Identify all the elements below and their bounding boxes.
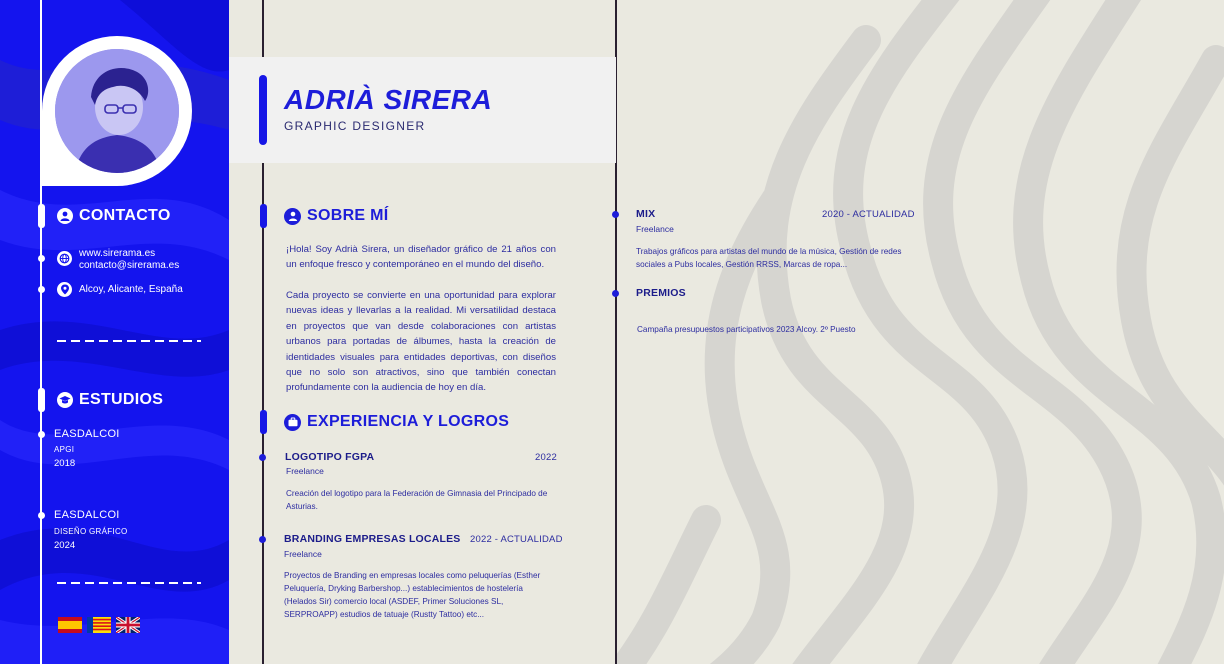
- study-2-school: EASDALCOI: [54, 509, 120, 521]
- experience-3-role: Freelance: [636, 224, 674, 234]
- awards-dot: [612, 290, 619, 297]
- experience-1-title: LOGOTIPO FGPA: [285, 451, 375, 463]
- experience-2-description: Proyectos de Branding en empresas locales como peluquerías (Esther Peluquería, Dryking Barbershop...) establecimientos de hostelería (Helados Sir) comercio local (ASDEF, Primer Soluciones SL, SERPROAPP) estudios de tatuaje (Rustty Tattoo) etc...: [284, 571, 541, 619]
- experience-1-dot: [259, 454, 266, 461]
- contact-email[interactable]: contacto@sirerama.es: [79, 260, 180, 271]
- awards-description: Campaña presupuestos participativos 2023 Alcoy. 2º Puesto: [637, 325, 856, 334]
- contact-marker: [38, 204, 45, 228]
- study-1-dot: [38, 431, 45, 438]
- contact-website[interactable]: www.sirerama.es: [79, 248, 156, 259]
- studies-heading: ESTUDIOS: [57, 391, 163, 409]
- sidebar-divider-2: [57, 582, 201, 584]
- language-flags: [58, 617, 140, 633]
- spain-flag[interactable]: [58, 617, 82, 633]
- location-pin-icon: [57, 282, 72, 297]
- experience-3-description: Trabajos gráficos para artistas del mundo de la música, Gestión de redes sociales a Pubs locales, Gestión RRSS, Marcas de ropa...: [636, 247, 902, 269]
- contact-location-dot: [38, 286, 45, 293]
- uk-flag[interactable]: [116, 617, 140, 633]
- experience-1-description: Creación del logotipo para la Federación de Gimnasia del Principado de Asturias.: [286, 489, 548, 511]
- experience-marker: [260, 410, 267, 434]
- profile-job-title: GRAPHIC DESIGNER: [284, 119, 426, 133]
- header-marker: [259, 75, 267, 145]
- experience-3-date: 2020 - ACTUALIDAD: [822, 209, 915, 220]
- contact-location: Alcoy, Alicante, España: [79, 284, 183, 295]
- portrait-photo: [55, 49, 179, 173]
- study-2-year: 2024: [54, 540, 76, 551]
- experience-3-title: MIX: [636, 208, 656, 220]
- contact-web-dot: [38, 255, 45, 262]
- valencia-flag[interactable]: [87, 617, 111, 633]
- sidebar: [0, 0, 229, 664]
- user-icon: [284, 208, 301, 225]
- experience-heading: EXPERIENCIA Y LOGROS: [284, 413, 509, 431]
- study-2-program: DISEÑO GRÁFICO: [54, 527, 128, 536]
- about-paragraph-2: Cada proyecto se convierte en una oportunidad para explorar nuevas ideas y llevarlas a la realidad. Mi versatilidad destaca en proyectos que van desde colaboraciones con artistas urbanos para portadas de álbumes, hasta la creación de identidades visuales para entidades deportivas, con diseños que no solo son atractivos, sino que también conectan profundamente con la audiencia de hoy en día.: [286, 290, 556, 394]
- about-heading: SOBRE MÍ: [284, 207, 389, 225]
- experience-2-title: BRANDING EMPRESAS LOCALES: [284, 533, 461, 545]
- sidebar-divider: [57, 340, 201, 342]
- study-2-dot: [38, 512, 45, 519]
- study-1-program: APGI: [54, 445, 75, 454]
- about-paragraph-1: ¡Hola! Soy Adrià Sirera, un diseñador gráfico de 21 años con un enfoque fresco y contemporáneo en el mundo del diseño.: [286, 244, 556, 271]
- contact-heading: CONTACTO: [57, 207, 171, 225]
- study-1-year: 2018: [54, 458, 76, 469]
- briefcase-icon: [284, 414, 301, 431]
- experience-1-date: 2022: [535, 452, 557, 463]
- studies-marker: [38, 388, 45, 412]
- experience-2-date: 2022 - ACTUALIDAD: [470, 534, 563, 545]
- experience-1-role: Freelance: [286, 466, 324, 476]
- experience-3-dot: [612, 211, 619, 218]
- study-1-school: EASDALCOI: [54, 428, 120, 440]
- experience-2-dot: [259, 536, 266, 543]
- about-marker: [260, 204, 267, 228]
- profile-name: ADRIÀ SIRERA: [284, 84, 493, 115]
- experience-2-role: Freelance: [284, 549, 322, 559]
- user-icon: [57, 208, 73, 224]
- profile-photo-frame: [42, 36, 192, 186]
- globe-icon: [57, 251, 72, 266]
- graduation-cap-icon: [57, 392, 73, 408]
- person-silhouette: [55, 49, 179, 173]
- awards-heading: PREMIOS: [636, 287, 686, 299]
